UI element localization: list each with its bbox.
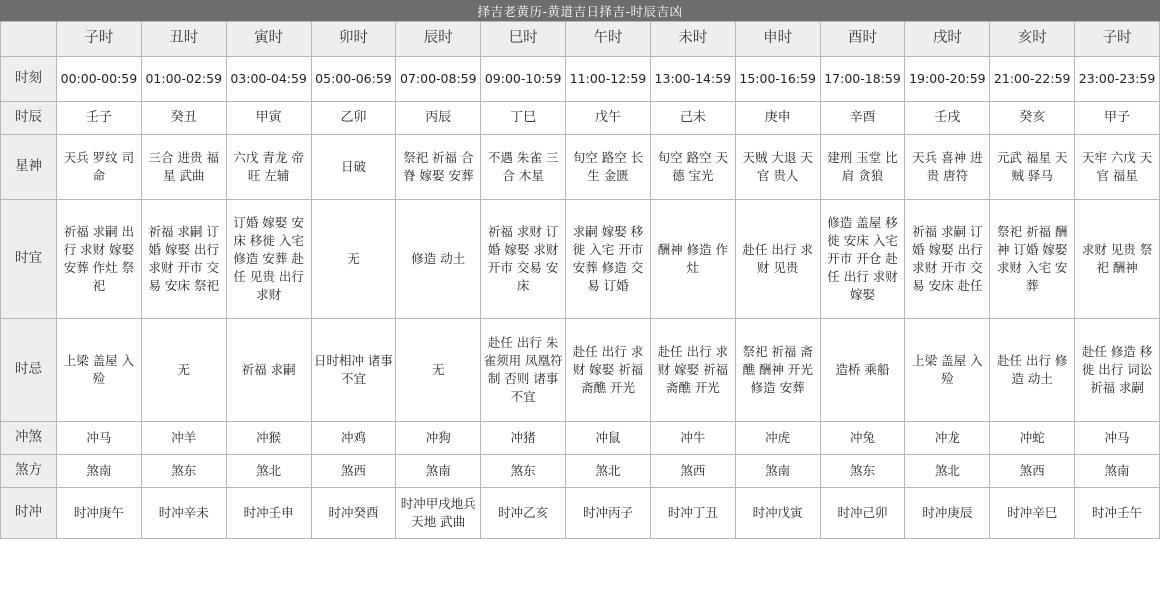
cell-chongsha-7: 冲牛 [650, 422, 735, 455]
row-label-shichong: 时冲 [1, 488, 57, 539]
row-label-shafang: 煞方 [1, 455, 57, 488]
cell-shiyi-3: 无 [311, 200, 396, 319]
cell-shike-8: 15:00-16:59 [735, 57, 820, 102]
cell-shichen-11: 癸亥 [990, 102, 1075, 135]
cell-shiji-11: 赴任 出行 修造 动土 [990, 319, 1075, 422]
column-header-7: 未时 [650, 22, 735, 57]
table-row-shichen [1, 102, 1160, 135]
cell-shike-0: 00:00-00:59 [57, 57, 142, 102]
cell-shiyi-5: 祈福 求财 订婚 嫁娶 求财 开市 交易 安床 [481, 200, 566, 319]
cell-shichong-9: 时冲己卯 [820, 488, 905, 539]
cell-shafang-8: 煞南 [735, 455, 820, 488]
cell-shichong-1: 时冲辛未 [141, 488, 226, 539]
cell-shafang-2: 煞北 [226, 455, 311, 488]
cell-chongsha-1: 冲羊 [141, 422, 226, 455]
cell-shike-9: 17:00-18:59 [820, 57, 905, 102]
cell-shichen-0: 壬子 [57, 102, 142, 135]
column-header-12: 子时 [1075, 22, 1160, 57]
cell-shichong-4: 时冲甲戌地兵 天地 武曲 [396, 488, 481, 539]
cell-shiji-5: 赴任 出行 朱雀须用 凤凰符制 否则 诸事不宜 [481, 319, 566, 422]
cell-shafang-12: 煞南 [1075, 455, 1160, 488]
cell-chongsha-0: 冲马 [57, 422, 142, 455]
cell-shiji-0: 上梁 盖屋 入殓 [57, 319, 142, 422]
column-header-11: 亥时 [990, 22, 1075, 57]
column-header-3: 卯时 [311, 22, 396, 57]
column-header-9: 酉时 [820, 22, 905, 57]
cell-shike-2: 03:00-04:59 [226, 57, 311, 102]
cell-shichen-7: 己未 [650, 102, 735, 135]
row-label-chongsha: 冲煞 [1, 422, 57, 455]
cell-shichong-5: 时冲乙亥 [481, 488, 566, 539]
column-header-8: 申时 [735, 22, 820, 57]
cell-chongsha-2: 冲猴 [226, 422, 311, 455]
cell-shiyi-11: 祭祀 祈福 酬神 订婚 嫁娶 求财 入宅 安葬 [990, 200, 1075, 319]
table-row-xingshen [1, 135, 1160, 200]
cell-shiyi-2: 订婚 嫁娶 安床 移徙 入宅 修造 安葬 赴任 见贵 出行 求财 [226, 200, 311, 319]
row-label-shiyi: 时宜 [1, 200, 57, 319]
cell-shiji-2: 祈福 求嗣 [226, 319, 311, 422]
cell-shichong-12: 时冲壬午 [1075, 488, 1160, 539]
column-header-0: 子时 [57, 22, 142, 57]
cell-xingshen-0: 天兵 罗纹 司命 [57, 135, 142, 200]
cell-shichen-6: 戊午 [566, 102, 651, 135]
cell-shike-1: 01:00-02:59 [141, 57, 226, 102]
cell-chongsha-9: 冲兔 [820, 422, 905, 455]
cell-chongsha-4: 冲狗 [396, 422, 481, 455]
cell-xingshen-7: 旬空 路空 天德 宝光 [650, 135, 735, 200]
cell-xingshen-12: 天牢 六戊 天官 福星 [1075, 135, 1160, 200]
cell-shichong-0: 时冲庚午 [57, 488, 142, 539]
column-header-5: 巳时 [481, 22, 566, 57]
cell-chongsha-11: 冲蛇 [990, 422, 1075, 455]
row-label-shiji: 时忌 [1, 319, 57, 422]
cell-shiyi-12: 求财 见贵 祭祀 酬神 [1075, 200, 1160, 319]
cell-shafang-6: 煞北 [566, 455, 651, 488]
cell-chongsha-10: 冲龙 [905, 422, 990, 455]
cell-shiyi-8: 赴任 出行 求财 见贵 [735, 200, 820, 319]
page-title: 择吉老黄历-黄道吉日择吉-时辰吉凶 [0, 0, 1160, 21]
cell-shichong-7: 时冲丁丑 [650, 488, 735, 539]
cell-shichong-11: 时冲辛巳 [990, 488, 1075, 539]
cell-shiyi-1: 祈福 求嗣 订婚 嫁娶 出行 求财 开市 交易 安床 祭祀 [141, 200, 226, 319]
cell-shiyi-7: 酬神 修造 作灶 [650, 200, 735, 319]
column-header-4: 辰时 [396, 22, 481, 57]
cell-shichen-4: 丙辰 [396, 102, 481, 135]
cell-xingshen-6: 旬空 路空 长生 金匮 [566, 135, 651, 200]
cell-shafang-7: 煞西 [650, 455, 735, 488]
cell-shafang-10: 煞北 [905, 455, 990, 488]
cell-shafang-1: 煞东 [141, 455, 226, 488]
cell-shike-4: 07:00-08:59 [396, 57, 481, 102]
cell-shiji-6: 赴任 出行 求财 嫁娶 祈福 斋醮 开光 [566, 319, 651, 422]
table-row-shiji [1, 319, 1160, 422]
cell-shafang-11: 煞西 [990, 455, 1075, 488]
column-header-6: 午时 [566, 22, 651, 57]
column-header-10: 戌时 [905, 22, 990, 57]
column-header-1: 丑时 [141, 22, 226, 57]
cell-chongsha-3: 冲鸡 [311, 422, 396, 455]
table-row-shiyi [1, 200, 1160, 319]
cell-chongsha-6: 冲鼠 [566, 422, 651, 455]
row-label-shichen: 时辰 [1, 102, 57, 135]
cell-shike-10: 19:00-20:59 [905, 57, 990, 102]
cell-xingshen-4: 祭祀 祈福 合脊 嫁娶 安葬 [396, 135, 481, 200]
almanac-table [0, 21, 1160, 539]
table-row-shafang [1, 455, 1160, 488]
cell-shiji-12: 赴任 修造 移徙 出行 词讼 祈福 求嗣 [1075, 319, 1160, 422]
cell-shichong-8: 时冲戊寅 [735, 488, 820, 539]
table-row-shike [1, 57, 1160, 102]
cell-shichen-5: 丁巳 [481, 102, 566, 135]
cell-shiji-7: 赴任 出行 求财 嫁娶 祈福 斋醮 开光 [650, 319, 735, 422]
cell-xingshen-3: 日破 [311, 135, 396, 200]
cell-shike-3: 05:00-06:59 [311, 57, 396, 102]
cell-shichen-8: 庚申 [735, 102, 820, 135]
cell-shichong-10: 时冲庚辰 [905, 488, 990, 539]
cell-shichong-6: 时冲丙子 [566, 488, 651, 539]
header-corner [1, 22, 57, 57]
cell-shichen-10: 壬戌 [905, 102, 990, 135]
cell-shike-11: 21:00-22:59 [990, 57, 1075, 102]
cell-shiji-8: 祭祀 祈福 斋醮 酬神 开光 修造 安葬 [735, 319, 820, 422]
cell-xingshen-5: 不遇 朱雀 三合 木星 [481, 135, 566, 200]
cell-shichen-3: 乙卯 [311, 102, 396, 135]
cell-xingshen-9: 建刑 玉堂 比肩 贪狼 [820, 135, 905, 200]
cell-shafang-4: 煞南 [396, 455, 481, 488]
cell-shichen-9: 辛酉 [820, 102, 905, 135]
table-header-row [1, 22, 1160, 57]
cell-chongsha-5: 冲猪 [481, 422, 566, 455]
column-header-2: 寅时 [226, 22, 311, 57]
cell-shiji-9: 造桥 乘船 [820, 319, 905, 422]
cell-shiji-4: 无 [396, 319, 481, 422]
cell-xingshen-2: 六戊 青龙 帝旺 左辅 [226, 135, 311, 200]
row-label-shike: 时刻 [1, 57, 57, 102]
cell-shiji-1: 无 [141, 319, 226, 422]
cell-xingshen-1: 三合 进贵 福星 武曲 [141, 135, 226, 200]
cell-shafang-5: 煞东 [481, 455, 566, 488]
cell-shiyi-10: 祈福 求嗣 订婚 嫁娶 出行 求财 开市 交易 安床 赴任 [905, 200, 990, 319]
cell-shichen-2: 甲寅 [226, 102, 311, 135]
table-row-chongsha [1, 422, 1160, 455]
cell-shiyi-0: 祈福 求嗣 出行 求财 嫁娶 安葬 作灶 祭祀 [57, 200, 142, 319]
cell-shichen-12: 甲子 [1075, 102, 1160, 135]
cell-shiyi-9: 修造 盖屋 移徙 安床 入宅 开市 开仓 赴任 出行 求财 嫁娶 [820, 200, 905, 319]
cell-shiyi-6: 求嗣 嫁娶 移徙 入宅 开市 安葬 修造 交易 订婚 [566, 200, 651, 319]
cell-shafang-3: 煞西 [311, 455, 396, 488]
cell-shiyi-4: 修造 动土 [396, 200, 481, 319]
cell-shichong-3: 时冲癸酉 [311, 488, 396, 539]
cell-chongsha-8: 冲虎 [735, 422, 820, 455]
cell-shiji-3: 日时相冲 诸事不宜 [311, 319, 396, 422]
cell-shafang-0: 煞南 [57, 455, 142, 488]
cell-xingshen-10: 天兵 喜神 进贵 唐符 [905, 135, 990, 200]
cell-xingshen-11: 元武 福星 天贼 驿马 [990, 135, 1075, 200]
cell-shike-5: 09:00-10:59 [481, 57, 566, 102]
cell-shike-12: 23:00-23:59 [1075, 57, 1160, 102]
table-row-shichong [1, 488, 1160, 539]
cell-shike-7: 13:00-14:59 [650, 57, 735, 102]
row-label-xingshen: 星神 [1, 135, 57, 200]
cell-shafang-9: 煞东 [820, 455, 905, 488]
cell-shichen-1: 癸丑 [141, 102, 226, 135]
cell-shiji-10: 上梁 盖屋 入殓 [905, 319, 990, 422]
cell-shichong-2: 时冲壬申 [226, 488, 311, 539]
cell-shike-6: 11:00-12:59 [566, 57, 651, 102]
cell-chongsha-12: 冲马 [1075, 422, 1160, 455]
cell-xingshen-8: 天贼 大退 天官 贵人 [735, 135, 820, 200]
